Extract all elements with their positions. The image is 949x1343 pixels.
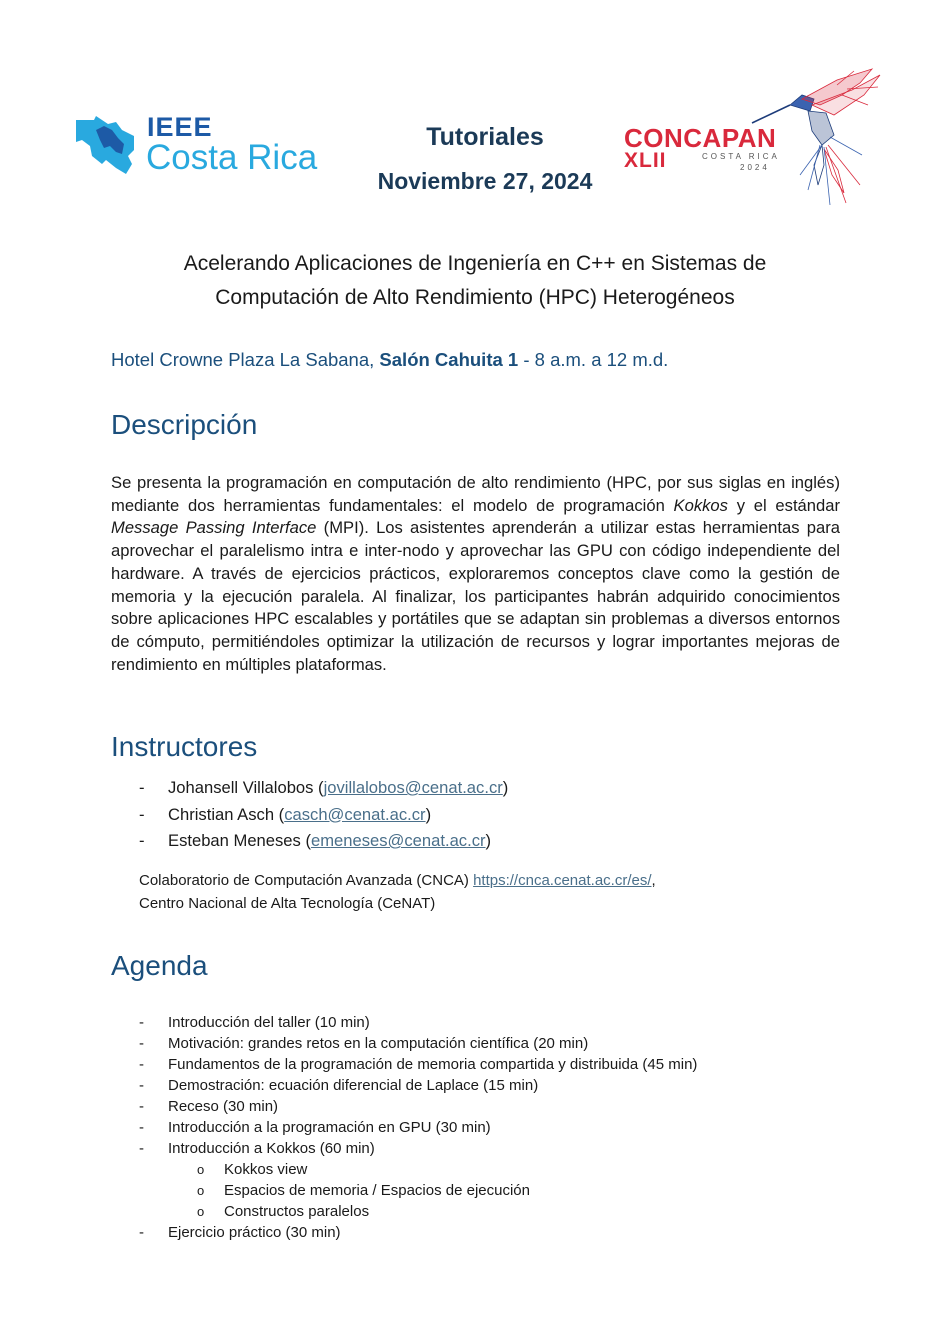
concapan-logo-year: 2024: [740, 163, 770, 172]
document-title-line2: Computación de Alto Rendimiento (HPC) Heterogéneos: [215, 286, 735, 309]
instructors-list: [139, 775, 508, 855]
description-text-2: y el estándar: [727, 495, 840, 515]
concapan-logo: [622, 65, 882, 210]
agenda-list-end: [139, 1222, 341, 1243]
event-type: Tutoriales: [426, 123, 544, 151]
event-location: [111, 347, 668, 373]
agenda-subitem: [139, 1159, 530, 1180]
agenda-list: [139, 1012, 697, 1159]
agenda-item: - Demostración: ecuación diferencial de Laplace (15 min): [139, 1075, 697, 1096]
affiliation-url-link[interactable]: https://cnca.cenat.ac.cr/es/: [473, 872, 652, 889]
agenda-item: - Receso (30 min): [139, 1096, 697, 1117]
affiliation: [139, 870, 656, 915]
instructors-heading: Instructores: [111, 731, 258, 762]
instructor-item: [139, 775, 508, 802]
agenda-item: - Introducción a la programación en GPU (30 min): [139, 1117, 697, 1138]
description-mpi-name: Message Passing Interface: [111, 518, 317, 538]
instructor-name: Johansell Villalobos (: [168, 778, 324, 797]
agenda-subitem-label: Kokkos view: [224, 1161, 308, 1178]
description-text-1: Se presenta la programación en computación de alto rendimiento (HPC, por sus siglas en inglés) mediante dos herramientas fundamentales: el modelo de programación: [111, 473, 840, 515]
concapan-logo-edition: XLII: [624, 149, 667, 172]
location-room: Salón Cahuita 1: [379, 349, 519, 370]
agenda-item: - Introducción del taller (10 min): [139, 1012, 697, 1033]
concapan-logo-word: CONCAPAN: [624, 123, 777, 153]
agenda-heading: Agenda: [111, 950, 208, 981]
affiliation-line1: [139, 870, 656, 893]
event-date: Noviembre 27, 2024: [377, 168, 593, 194]
description-kokkos: Kokkos: [673, 495, 728, 515]
instructor-close-paren: ): [425, 804, 432, 824]
document-title-line1: Acelerando Aplicaciones de Ingeniería en C++ en Sistemas de: [183, 252, 767, 275]
agenda-subitem-label: Espacios de memoria / Espacios de ejecución: [224, 1182, 530, 1199]
agenda-sublist: [139, 1159, 530, 1222]
affiliation-name: Colaboratorio de Computación Avanzada (CNCA): [139, 872, 474, 889]
document-title: [110, 247, 840, 315]
agenda-subitem: [139, 1201, 530, 1222]
concapan-logo-country: COSTA RICA: [702, 152, 780, 161]
location-time: - 8 a.m. a 12 m.d.: [518, 349, 669, 370]
ieee-logo-line1: IEEE: [147, 112, 213, 142]
instructor-email-link[interactable]: jovillalobos@cenat.ac.cr: [323, 778, 503, 797]
agenda-item: - Introducción a Kokkos (60 min): [139, 1138, 697, 1159]
agenda-subitem-label: Constructos paralelos: [224, 1203, 370, 1220]
instructor-close-paren: ): [485, 831, 492, 850]
event-header: [340, 120, 630, 198]
instructor-name: Christian Asch (: [168, 804, 285, 824]
instructor-item: [139, 802, 508, 829]
description-text-3: (MPI). Los asistentes aprenderán a utilizar estas herramientas para aprovechar el paralelismo intra e inter-nodo y aprovechar las GPU con código independiente del hardware. A través de ejercicios prácticos, exploraremos conceptos clave como la gestión de memoria y la ejecución paralela. Al finalizar, los participantes habrán adquirido conocimientos sobre aplicaciones HPC escalables y portátiles que se adaptan sin problemas a diversos entornos de cómputo, permitiéndoles optimizar la utilización de recursos y lograr importantes mejoras de rendimiento en múltiples plataformas.: [111, 518, 840, 674]
costa-rica-map-icon: [76, 116, 136, 174]
instructor-close-paren: ): [502, 778, 509, 797]
ieee-costa-rica-logo: [76, 112, 341, 178]
location-venue: Hotel Crowne Plaza La Sabana,: [111, 349, 380, 370]
description-heading: Descripción: [111, 409, 258, 440]
instructor-email-link[interactable]: emeneses@cenat.ac.cr: [310, 831, 486, 850]
agenda-item: - Motivación: grandes retos en la computación científica (20 min): [139, 1033, 697, 1054]
instructor-item: [139, 828, 508, 855]
agenda-subitem: [139, 1180, 530, 1201]
description-paragraph: [111, 472, 840, 676]
instructor-name: Esteban Meneses (: [168, 831, 311, 850]
agenda-item: - Ejercicio práctico (30 min): [139, 1222, 341, 1243]
affiliation-comma: ,: [651, 872, 656, 889]
agenda-item: - Fundamentos de la programación de memoria compartida y distribuida (45 min): [139, 1054, 697, 1075]
affiliation-line2: Centro Nacional de Alta Tecnología (CeNAT): [139, 894, 436, 912]
instructor-email-link[interactable]: casch@cenat.ac.cr: [284, 804, 426, 824]
ieee-logo-line2: Costa Rica: [146, 138, 318, 177]
